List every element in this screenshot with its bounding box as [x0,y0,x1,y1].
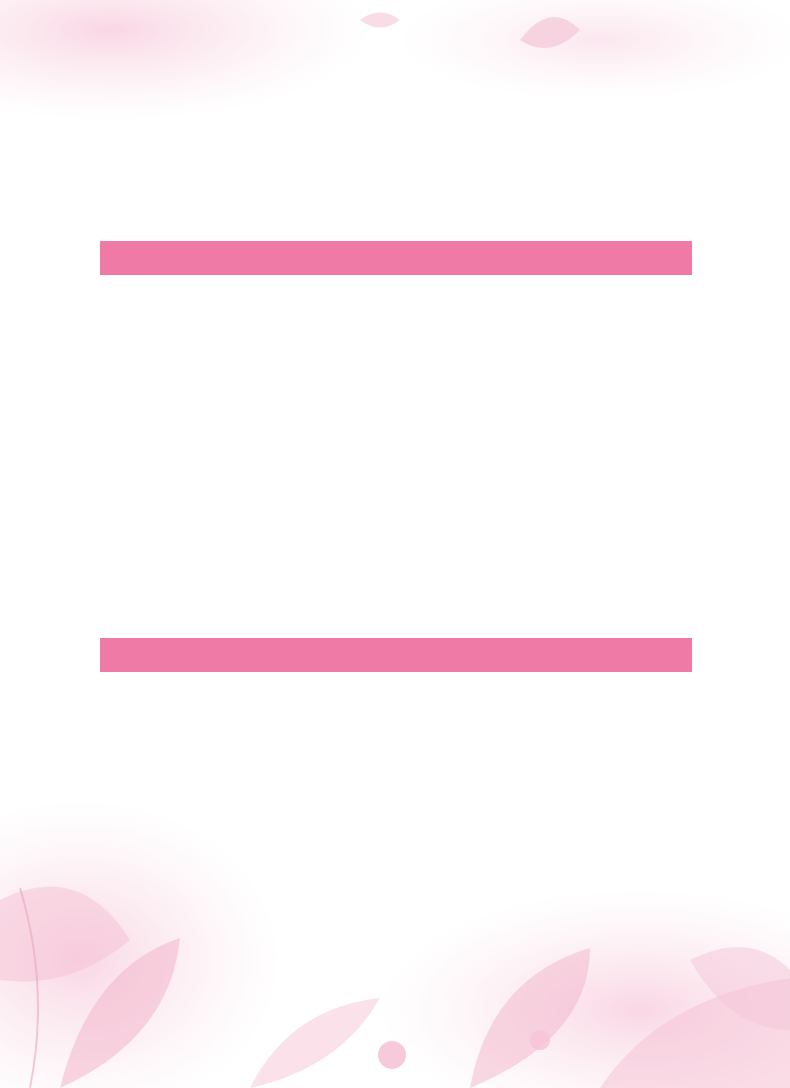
unit8-banner [100,638,692,672]
unit7-banner [100,241,692,275]
